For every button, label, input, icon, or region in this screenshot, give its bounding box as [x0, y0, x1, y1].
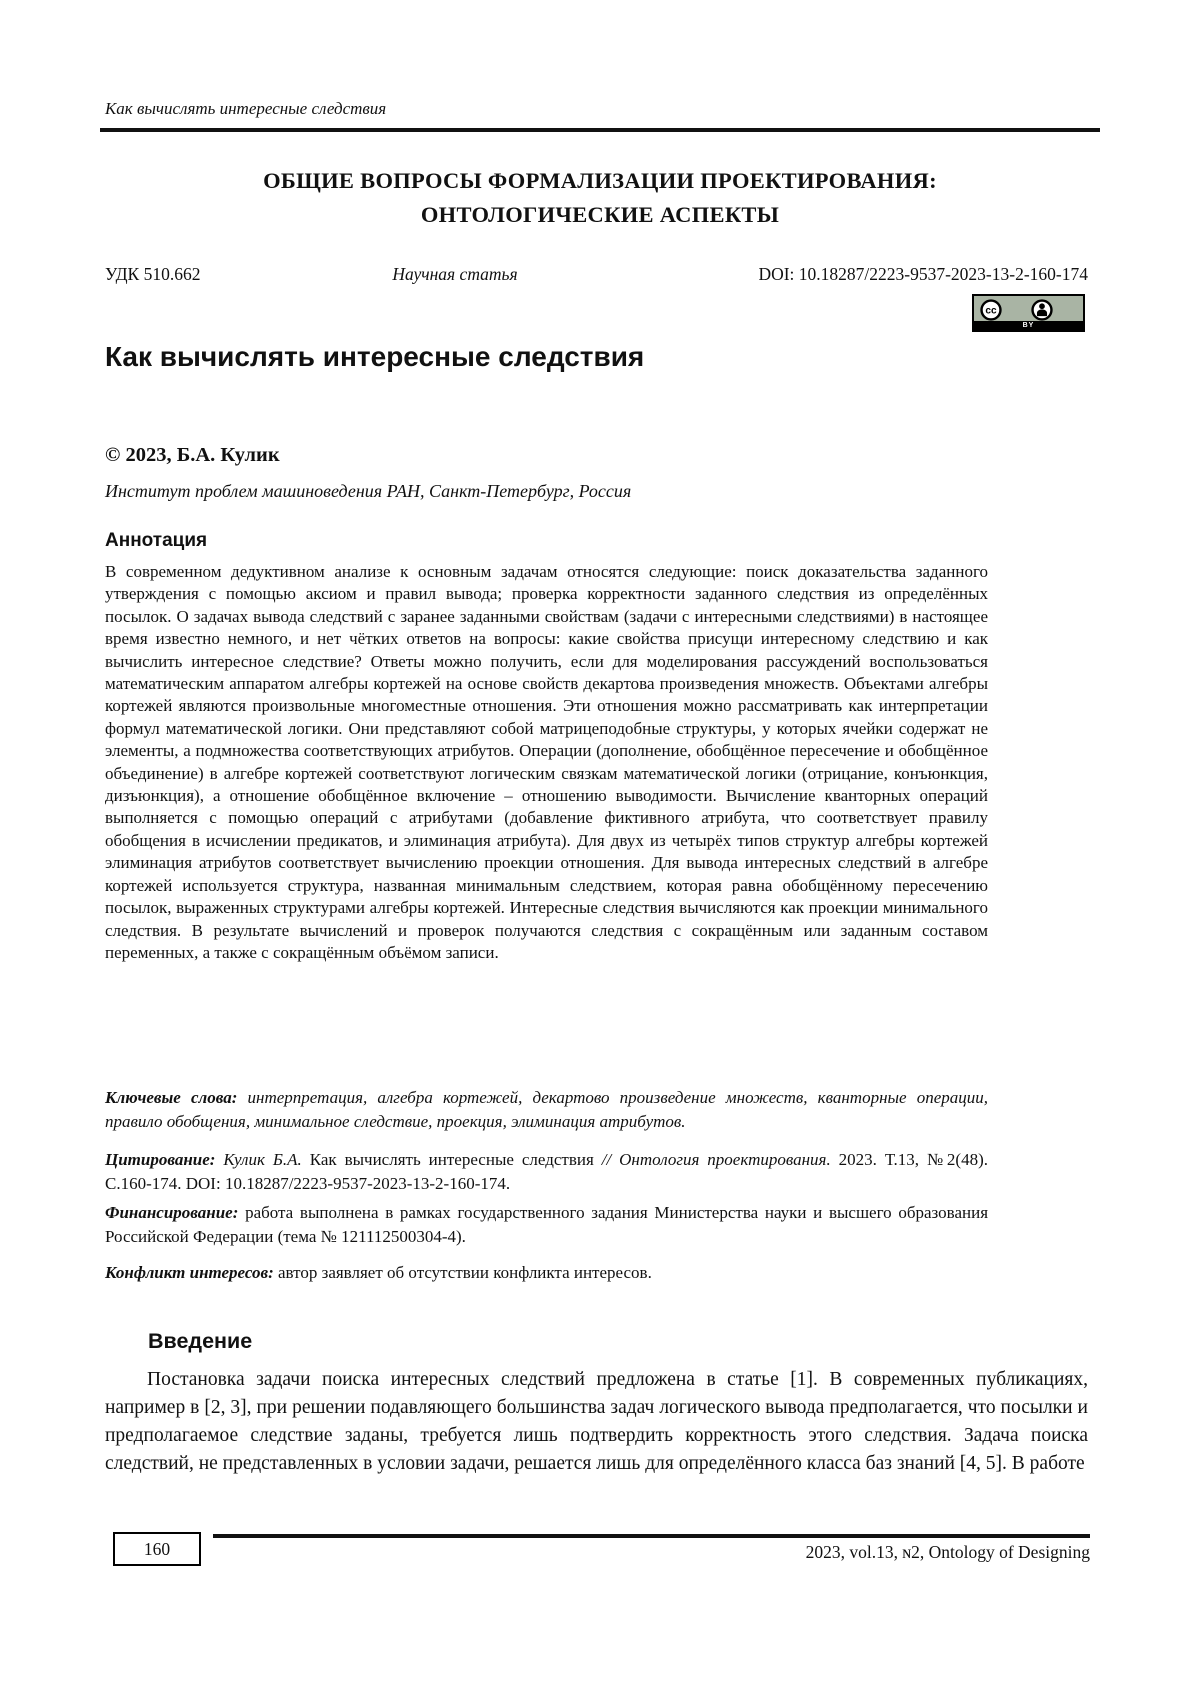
conflict-text: автор заявляет об отсутствии конфликта интересов. [278, 1263, 652, 1282]
journal-section-title [100, 164, 1100, 232]
abstract-text: В современном дедуктивном анализе к основным задачам относятся следующие: поиск доказательства заданного утверждения с помощью аксиом и правил вывода; проверка корректности заданного следствия из определённых посылок. О задачах вывода следствий с заранее заданными свойствам (задачи с интересными следствиями) в настоящее время известно немного, и нет чётких ответов на вопросы: какие свойства присущи интересному следствию и как вычислить интересное следствие? Ответы можно получить, если для моделирования рассуждений воспользоваться математическим аппаратом алгебры кортежей на основе свойств декартова произведения множеств. Объектами алгебры кортежей являются произвольные многоместные отношения. Эти отношения можно рассматривать как интерпретации формул математической логики. Они представляют собой матрицеподобные структуры, у которых ячейки содержат не элементы, а подмножества соответствующих атрибутов. Операции (дополнение, обобщённое пересечение и обобщённое объединение) в алгебре кортежей соответствуют логическим связкам математической логики (отрицание, конъюнкция, дизъюнкция), а отношение обобщённое включение – отношению выводимости. Вычисление кванторных операций выполняется с помощью операций с атрибутами (добавление фиктивного атрибута, что соответствует правилу обобщения в исчислении предикатов, и элиминация атрибута). Для двух из четырёх типов структур алгебры кортежей элиминация атрибутов соответствует вычислению проекции отношения. Для вывода интересных следствий в алгебре кортежей используется структура, названная минимальным следствием, которая равна обобщённому пересечению посылок, выраженных структурами алгебры кортежей. Интересные следствия вычисляются как проекции минимального следствия. В результате вычислений и проверок получаются следствия с сокращённым или заданным составом переменных, а также с сокращённым объёмом записи. [105, 562, 988, 962]
cc-by-label: BY [974, 321, 1083, 330]
funding-text: работа выполнена в рамках государственного задания Министерства науки и высшего образования Российской Федерации (тема № 121112500304-4). [105, 1203, 989, 1246]
introduction-heading: Введение [148, 1329, 253, 1353]
citation-block [105, 1148, 988, 1196]
udc-number: УДК 510.662 [105, 264, 201, 284]
doi-line: DOI: 10.18287/2223-9537-2023-13-2-160-174 [758, 264, 1088, 284]
cc-icon [980, 299, 1002, 321]
conflict-label: Конфликт интересов: [105, 1263, 274, 1282]
conflict-of-interest-block [105, 1261, 988, 1285]
citation-journal: // Онтология проектирования. [601, 1150, 831, 1169]
cc-icon-letters: cc [985, 305, 997, 317]
citation-details: 2023. Т.13, №2(48). С.160-174. DOI: 10.18287/2223-9537-2023-13-2-160-174. [105, 1150, 988, 1193]
header-rule [100, 128, 1100, 132]
copyright-author: © 2023, Б.А. Кулик [105, 444, 280, 466]
footer-journal-line: 2023, vol.13, ɴ2, Ontology of Designing [805, 1542, 1090, 1562]
keywords-label: Ключевые слова: [105, 1088, 238, 1107]
citation-title: Как вычислять интересные следствия [309, 1150, 594, 1169]
funding-label: Финансирование: [105, 1203, 239, 1222]
person-icon [1031, 299, 1053, 321]
journal-section-title-line2: ОНТОЛОГИЧЕСКИЕ АСПЕКТЫ [420, 202, 780, 227]
cc-by-license-badge [972, 294, 1085, 332]
keywords-text: интерпретация, алгебра кортежей, декартово произведение множеств, кванторные операции, правило обобщения, минимальное следствие, проекция, элиминация атрибутов. [105, 1088, 989, 1131]
page-number: 160 [143, 1538, 171, 1559]
article-title: Как вычислять интересные следствия [105, 341, 645, 372]
abstract-heading: Аннотация [105, 530, 208, 551]
introduction-paragraph: Постановка задачи поиска интересных следствий предложена в статье [1]. В современных публикациях, например в [2, 3], при решении подавляющего большинства задач логического вывода предполагается, что посылки и предполагаемое следствие заданы, требуется лишь подтвердить корректность этого следствия. Задача поиска следствий, не представленных в условии задачи, решается лишь для определённого класса баз знаний [4, 5]. В работе [105, 1369, 1088, 1474]
keywords-block [105, 1086, 988, 1134]
journal-section-title-line1: ОБЩИЕ ВОПРОСЫ ФОРМАЛИЗАЦИИ ПРОЕКТИРОВАНИЯ: [263, 168, 937, 193]
funding-block [105, 1201, 988, 1249]
citation-label: Цитирование: [105, 1150, 216, 1169]
article-type-label: Научная статья [392, 264, 518, 284]
running-head: Как вычислять интересные следствия [105, 99, 387, 118]
footer-rule [213, 1534, 1090, 1538]
author-affiliation: Институт проблем машиноведения РАН, Санкт-Петербург, Россия [105, 481, 632, 501]
citation-authors: Кулик Б.А. [223, 1150, 302, 1169]
